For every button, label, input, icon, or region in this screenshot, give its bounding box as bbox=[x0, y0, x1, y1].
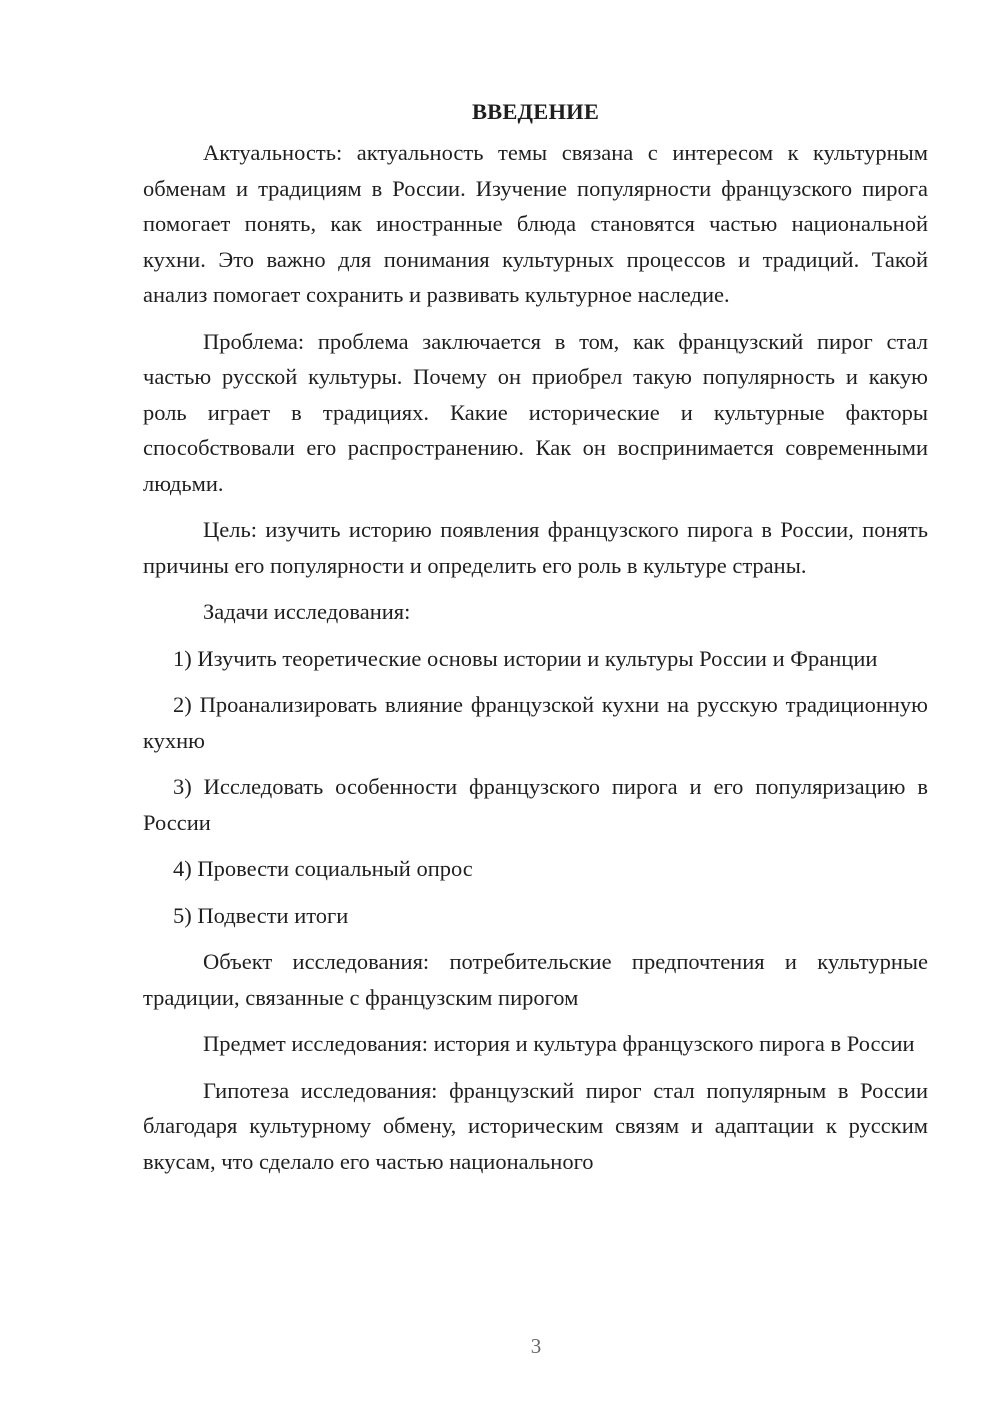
paragraph-spacer bbox=[143, 501, 928, 512]
paragraph-spacer bbox=[143, 933, 928, 944]
research-hypothesis-paragraph: Гипотеза исследования: французский пирог стал популярным в России благодаря культурному обмену, историческим связям и адаптации к русским вкусам, что сделало его частью национального bbox=[143, 1077, 928, 1174]
paragraph-spacer bbox=[143, 887, 928, 898]
research-object-paragraph: Объект исследования: потребительские предпочтения и культурные традиции, связанные с французским пирогом bbox=[143, 949, 928, 1010]
research-subject-paragraph: Предмет исследования: история и культура французского пирога в России bbox=[203, 1031, 915, 1056]
page-number: 3 bbox=[530, 1334, 542, 1358]
tasks-heading: Задачи исследования: bbox=[203, 599, 411, 624]
relevance-paragraph: Актуальность: актуальность темы связана с интересом к культурным обменам и традициям в России. Изучение популярности французского пирога помогает понять, как иностранные блюда становятся частью национальной кухни. Это важно для понимания культурных процессов и традиций. Такой анализ помогает сохранить и развивать культурное наследие. bbox=[143, 140, 928, 307]
problem-paragraph: Проблема: проблема заключается в том, как французский пирог стал частью русской культуры. Почему он приобрел такую популярность и какую роль играет в традициях. Какие исторические и культурные факторы способствовали его распространению. Как он воспринимается современными людьми. bbox=[143, 328, 928, 496]
paragraph-spacer bbox=[143, 676, 928, 687]
task-item-3: 3) Исследовать особенности французского пирога и его популяризацию в России bbox=[143, 774, 928, 835]
goal-paragraph: Цель: изучить историю появления французского пирога в России, понять причины его популярности и определить его роль в культуре страны. bbox=[143, 517, 928, 578]
paragraph-spacer bbox=[143, 840, 928, 851]
task-item-2: 2) Проанализировать влияние французской кухни на русскую традиционную кухню bbox=[143, 692, 928, 753]
paragraph-spacer bbox=[143, 1062, 928, 1073]
paragraph-spacer bbox=[143, 758, 928, 769]
paragraph-spacer bbox=[143, 583, 928, 594]
task-item-5: 5) Подвести итоги bbox=[173, 902, 349, 928]
paragraph-spacer bbox=[143, 630, 928, 641]
document-title: ВВЕДЕНИЕ bbox=[471, 99, 600, 124]
document-body bbox=[143, 94, 928, 1179]
paragraph-spacer bbox=[143, 1015, 928, 1026]
paragraph-spacer bbox=[143, 313, 928, 324]
task-item-4: 4) Провести социальный опрос bbox=[173, 856, 473, 881]
task-item-1: 1) Изучить теоретические основы истории и культуры России и Франции bbox=[173, 645, 878, 671]
